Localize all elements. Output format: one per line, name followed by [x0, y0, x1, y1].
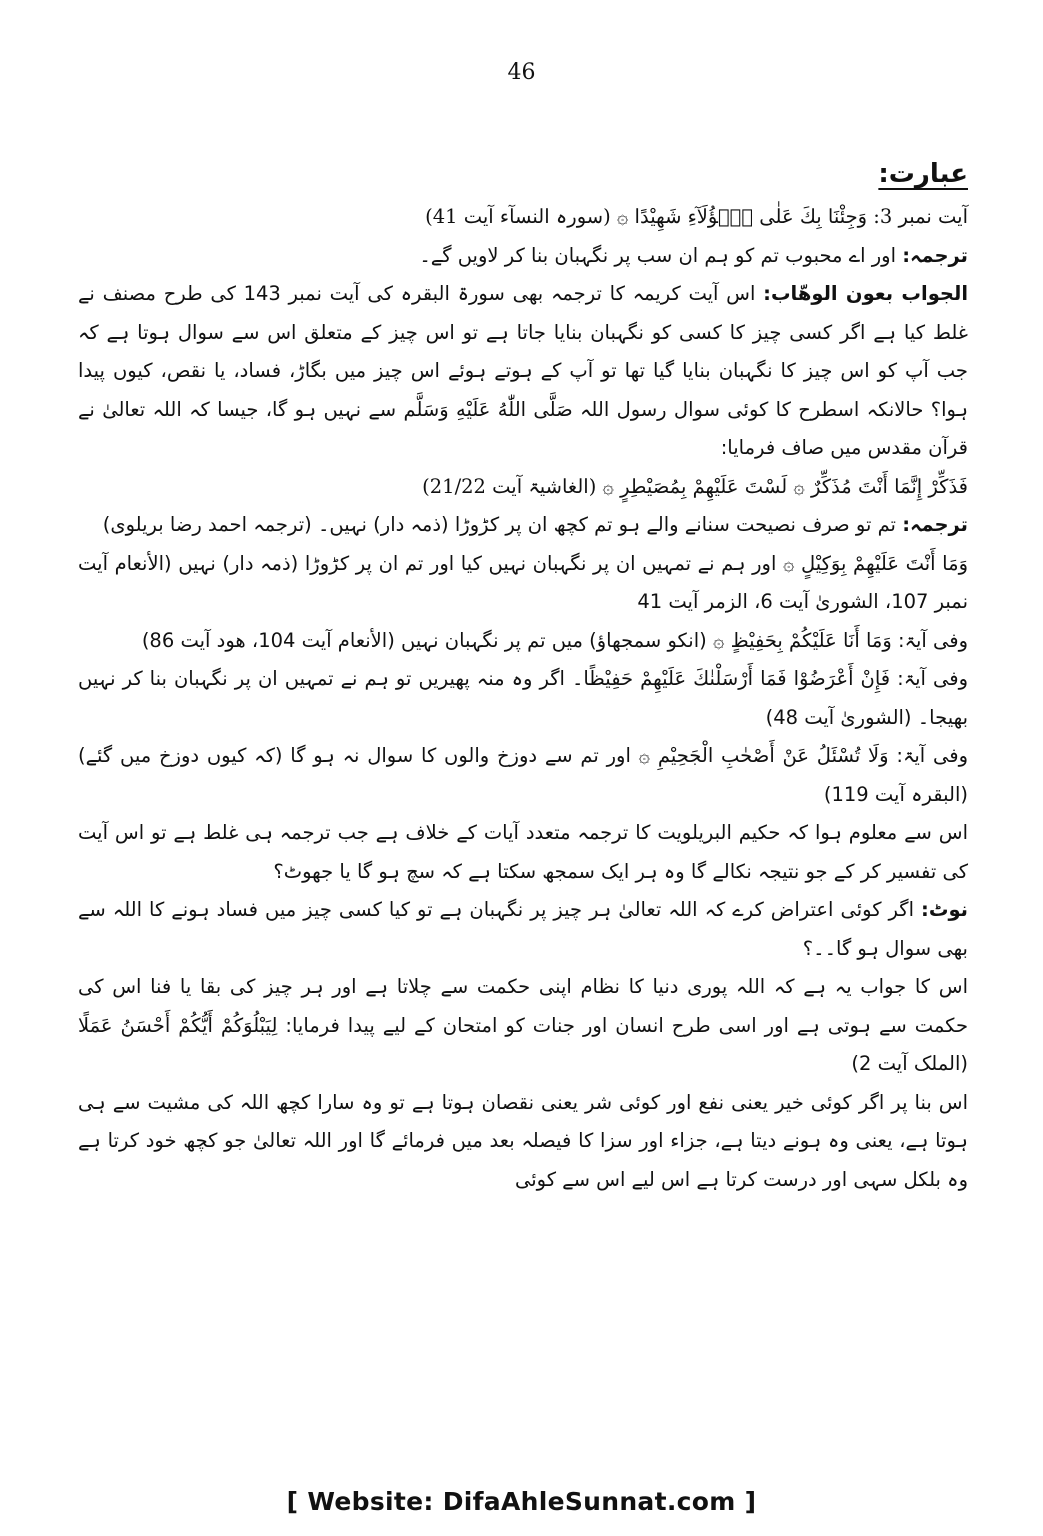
paragraph-answer: [78, 275, 968, 468]
paragraph-label: نوٹ:: [921, 898, 968, 921]
paragraph-anam-verse: [78, 545, 968, 622]
paragraph-translation-2: [78, 506, 968, 545]
paragraph-reply: [78, 968, 968, 1084]
paragraph-text: وفی آیۃ: فَإِنْ أَعْرَضُوْا فَمَا أَرْسَلْنٰكَ عَلَيْهِمْ حَفِيْظًا۔ اگر وہ منہ پھیریں تو ہم نے تمہیں ان پر نگہبان بنا کر نہیں بھیجا۔ (الشوریٰ آیت 48): [78, 667, 968, 729]
paragraph-text: وفی آیۃ: وَلَا تُسْئَلُ عَنْ أَصْحٰبِ الْجَحِيْمِ ۞ اور تم سے دوزخ والوں کا سوال نہ ہو گا (کہ کیوں دوزخ میں گئے) (البقرہ آیت 119): [78, 744, 968, 806]
paragraph-note: [78, 891, 968, 968]
section-heading: عبارت:: [878, 159, 968, 189]
paragraph-text: اس آیت کریمہ کا ترجمہ بھی سورۃ البقرہ کی آیت نمبر 143 کی طرح مصنف نے غلط کیا ہے اگر کسی چیز کا کسی کو نگہبان بنایا جاتا ہے تو اس چیز کے متعلق اس سے سوال ہوتا ہے کہ جب آپ کو اس چیز کا نگہبان بنایا گیا تھا تو آپ کے ہوتے ہوئے اس چیز میں بگاڑ، فساد، یا نقص، کیوں پیدا ہوا؟ حالانکہ اسطرح کا کوئی سوال رسول اللہ صَلَّى اللّٰهُ عَلَيْهِ وَسَلَّم سے نہیں ہو گا، جیسا کہ اللہ تعالیٰ نے قرآن مقدس میں صاف فرمایا:: [78, 282, 968, 459]
paragraph-text: اگر کوئی اعتراض کرے کہ اللہ تعالیٰ ہر چیز پر نگہبان ہے تو کیا کسی چیز میں فساد ہونے کا اللہ سے بھی سوال ہو گا۔۔؟: [78, 898, 968, 960]
paragraph-text: وفی آیۃ: وَمَا أَنَا عَلَيْكُمْ بِحَفِيْظٍ ۞ (انکو سمجھاؤ) میں تم پر نگہبان نہیں (الأنعام آیت 104، ھود آیت 86): [141, 628, 968, 652]
paragraph-label: ترجمہ:: [902, 513, 968, 536]
paragraph-baqarah-verse: [78, 737, 968, 814]
paragraph-hafeez-verse: [78, 622, 968, 661]
paragraph-text: وَمَا أَنْتَ عَلَيْهِمْ بِوَكِيْلٍ ۞ اور ہم نے تمہیں ان پر نگہبان نہیں کیا اور تم ان پر کڑوڑا (ذمہ دار) نہیں (الأنعام آیت نمبر 107، الشوریٰ آیت 6، الزمر آیت 41: [78, 551, 968, 613]
paragraph-translation: [78, 237, 968, 276]
page-body: [78, 150, 968, 1199]
paragraph-text: اور اے محبوب تم کو ہم ان سب پر نگہبان بنا کر لاویں گے۔: [419, 243, 896, 267]
paragraph-label: ترجمہ:: [902, 243, 968, 267]
paragraph-label: الجواب بعون الوھّاب:: [763, 282, 968, 305]
paragraph-final: [78, 1084, 968, 1200]
paragraph-text: اس کا جواب یہ ہے کہ اللہ پوری دنیا کا نظام اپنی حکمت سے چلاتا ہے اور ہر چیز کی بقا یا فنا اس کی حکمت سے ہوتی ہے اور اسی طرح انسان اور جنات کو امتحان کے لیے پیدا فرمایا: لِيَبْلُوَكُمْ أَيُّكُمْ أَحْسَنُ عَمَلًا (الملک آیت 2): [78, 975, 968, 1075]
paragraph-ayah-3: [78, 198, 968, 237]
paragraph-conclusion: [78, 814, 968, 891]
paragraph-text: اس بنا پر اگر کوئی خیر یعنی نفع اور کوئی شر یعنی نقصان ہوتا ہے تو وہ سارا کچھ اللہ کی مشیت سے ہی ہوتا ہے، یعنی وہ ہونے دیتا ہے، جزاء اور سزا کا فیصلہ بعد میں فرمائے گا اور اللہ تعالیٰ جو کچھ خود کرتا ہے وہ بلکل سہی اور درست کرتا ہے اس لیے اس سے کوئی: [78, 1090, 968, 1191]
paragraph-ghashiyah-verse: [78, 468, 968, 507]
paragraph-text: فَذَكِّرْ إِنَّمَا أَنْتَ مُذَكِّرٌ ۞ لَسْتَ عَلَيْهِمْ بِمُصَيْطِرٍ ۞ (الغاشیۃ آیت 21/22): [422, 474, 968, 498]
paragraph-text: تم تو صرف نصیحت سنانے والے ہو تم کچھ ان پر کڑوڑا (ذمہ دار) نہیں۔ (ترجمہ احمد رضا بریلوی): [102, 513, 896, 536]
paragraph-shura-verse: [78, 660, 968, 737]
paragraph-text: آیت نمبر 3: وَجِئْنَا بِكَ عَلٰى هٰۤؤُلَآءِ شَهِيْدًا ۞ (سورہ النسآء آیت 41): [425, 205, 968, 228]
page-number: 46: [507, 60, 536, 85]
paragraph-text: اس سے معلوم ہوا کہ حکیم البریلویت کا ترجمہ متعدد آیات کے خلاف ہے جب ترجمہ ہی غلط ہے تو اس آیت کی تفسیر کر کے جو نتیجہ نکالے گا وہ ہر ایک سمجھ سکتا ہے کہ سچ ہو گا یا جھوٹ؟: [78, 821, 968, 883]
website-footer: [ Website: DifaAhleSunnat.com ]: [286, 1487, 757, 1516]
